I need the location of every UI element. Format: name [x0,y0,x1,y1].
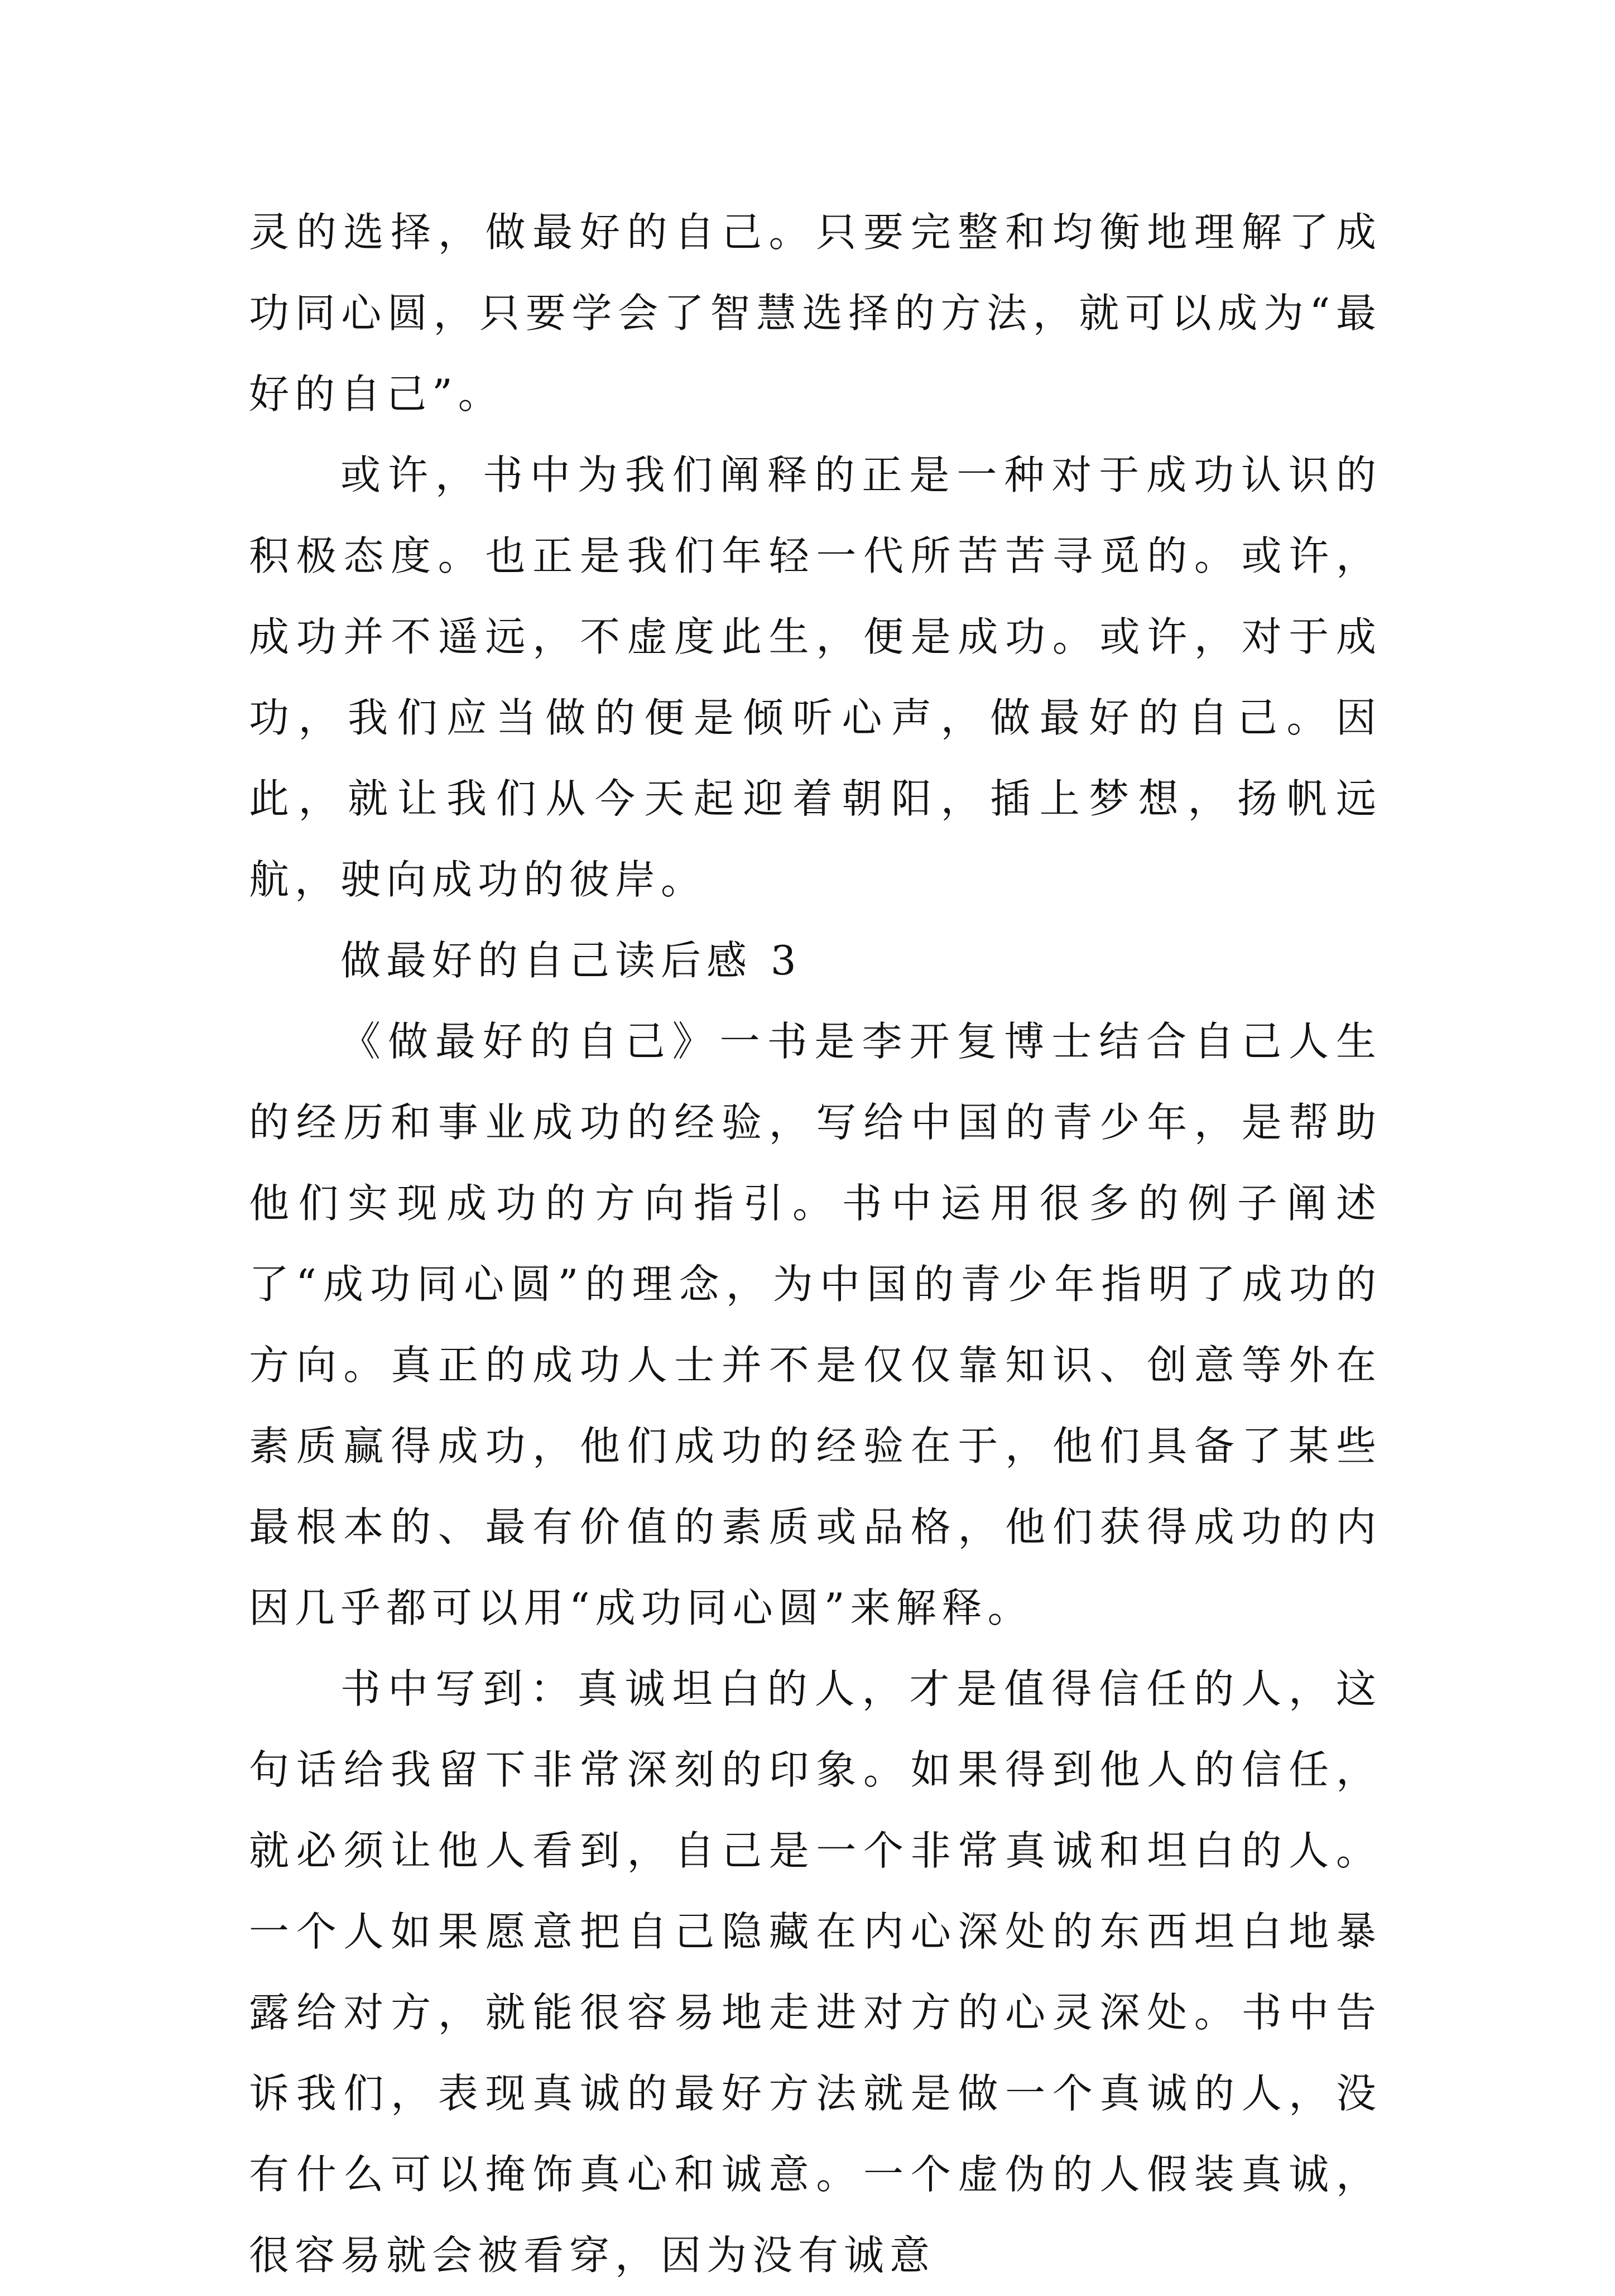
paragraph-body: 或许，书中为我们阐释的正是一种对于成功认识的积极态度。也正是我们年轻一代所苦苦寻觅的。或许，成功并不遥远，不虚度此生，便是成功。或许，对于成功，我们应当做的便是倾听心声，做最好的自己。因此，就让我们从今天起迎着朝阳，插上梦想，扬帆远航，驶向成功的彼岸。 [249,451,1382,903]
paragraph-body: 《做最好的自己》一书是李开复博士结合自己人生的经历和事业成功的经验，写给中国的青少年，是帮助他们实现成功的方向指引。书中运用很多的例子阐述了“成功同心圆”的理念，为中国的青少年指明了成功的方向。真正的成功人士并不是仅仅靠知识、创意等外在素质赢得成功，他们成功的经验在于，他们具备了某些最根本的、最有价值的素质或品格，他们获得成功的内因几乎都可以用“成功同心圆”来解释。 [249,1018,1382,1631]
section-heading: 做最好的自己读后感 3 [340,937,802,984]
document-body [249,192,1382,2296]
paragraph-body: 书中写到：真诚坦白的人，才是值得信任的人，这句话给我留下非常深刻的印象。如果得到他人的信任，就必须让他人看到，自己是一个非常真诚和坦白的人。一个人如果愿意把自己隐藏在内心深处的东西坦白地暴露给对方，就能很容易地走进对方的心灵深处。书中告诉我们，表现真诚的最好方法就是做一个真诚的人，没有什么可以掩饰真心和诚意。一个虚伪的人假装真诚，很容易就会被看穿，因为没有诚意 [249,1665,1382,2279]
paragraph-continuation: 灵的选择，做最好的自己。只要完整和均衡地理解了成功同心圆，只要学会了智慧选择的方法，就可以成为“最好的自己”。 [249,209,1382,417]
